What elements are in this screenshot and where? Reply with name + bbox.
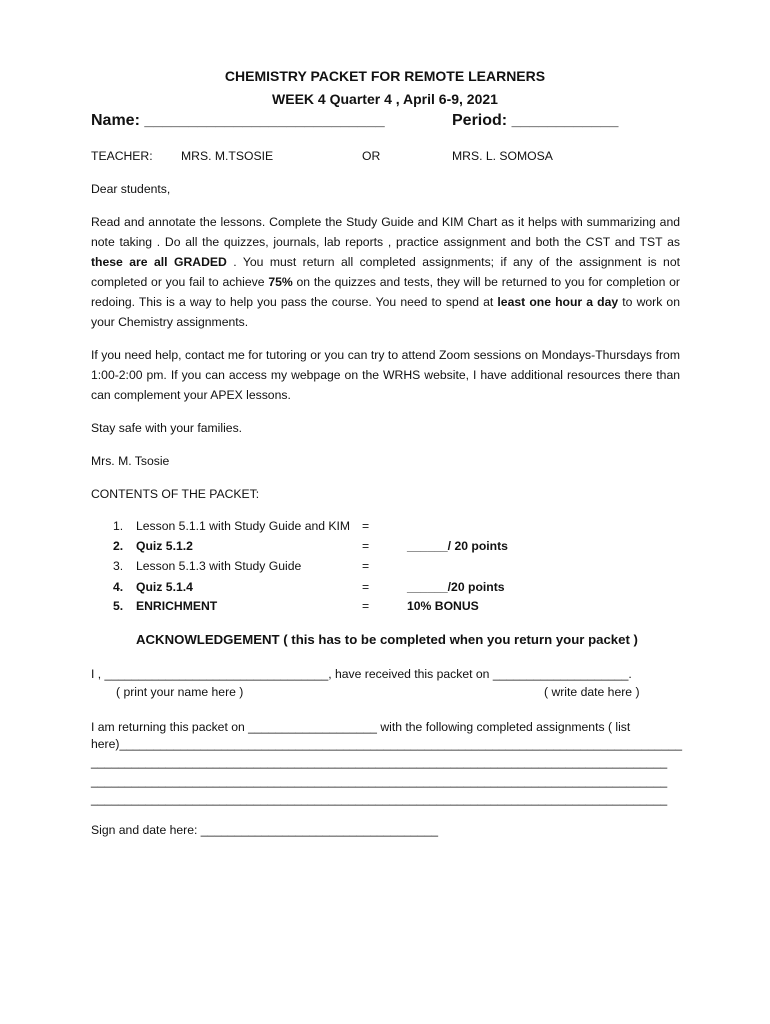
list-item: ENRICHMENT [136,599,218,613]
list-item: Quiz 5.1.4 [136,580,193,594]
period-field: Period: ____________ [452,112,619,129]
instructions-paragraph [91,212,680,332]
document-title: CHEMISTRY PACKET FOR REMOTE LEARNERS [224,68,546,84]
paragraph-text-4: to work on your Chemistry assignments. [91,295,680,329]
acknowledgement-line: I , _________________________________, have received this packet on ____________________. [91,667,632,681]
write-date-hint: ( write date here ) [544,685,640,699]
list-equals: = [362,519,370,533]
list-value: ______/ 20 points [407,539,508,553]
returning-line-cont: here)___________________________________________________________________________________ [91,737,683,751]
teacher-or: OR [362,149,381,163]
blank-line: _____________________________________________________________________________________ [91,792,668,806]
list-number: 4. [113,580,124,594]
list-value: 10% BONUS [407,599,479,613]
stay-safe-text: Stay safe with your families. [91,421,243,435]
graded-emphasis: these are all GRADED [91,255,227,269]
list-equals: = [362,559,370,573]
list-item: Lesson 5.1.1 with Study Guide and KIM [136,519,351,533]
sign-date-line: Sign and date here: ___________________________________ [91,823,439,837]
teacher-label: TEACHER: [91,149,153,163]
list-equals: = [362,599,370,613]
print-name-hint: ( print your name here ) [116,685,244,699]
returning-line: I am returning this packet on ___________________ with the following completed assignments ( list [91,720,631,734]
paragraph-text-2: . You must return all completed assignments; if any of the assignment is not completed or you fail to achieve [91,255,680,289]
teacher-name-2: MRS. L. SOMOSA [452,149,553,163]
blank-line: _____________________________________________________________________________________ [91,774,668,788]
greeting: Dear students, [91,182,171,196]
teacher-name-1: MRS. M.TSOSIE [181,149,274,163]
list-equals: = [362,539,370,553]
list-item: Lesson 5.1.3 with Study Guide [136,559,302,573]
list-number: 3. [113,559,124,573]
percent-emphasis: 75% [268,275,293,289]
list-item: Quiz 5.1.2 [136,539,193,553]
list-number: 5. [113,599,124,613]
paragraph-text-3: on the quizzes and tests, they will be returned to you for completion or redoing. This is a way to help you pass the course. You need to spend at [91,275,680,309]
contents-heading: CONTENTS OF THE PACKET: [91,487,260,501]
document-subtitle: WEEK 4 Quarter 4 , April 6-9, 2021 [272,91,498,107]
list-number: 2. [113,539,124,553]
paragraph-text-1: Read and annotate the lessons. Complete the Study Guide and KIM Chart as it helps with summarizing and note taking . Do all the quizzes, journals, lab reports , practice assignment and both the CST and TST as [91,215,680,249]
name-field: Name: ___________________________ [91,112,385,129]
list-value: ______/20 points [407,580,505,594]
signature-text: Mrs. M. Tsosie [91,454,170,468]
time-emphasis: least one hour a day [497,295,619,309]
blank-line: _____________________________________________________________________________________ [91,755,668,769]
list-equals: = [362,580,370,594]
list-number: 1. [113,519,124,533]
acknowledgement-heading: ACKNOWLEDGEMENT ( this has to be completed when you return your packet ) [136,632,638,647]
help-paragraph: If you need help, contact me for tutoring or you can try to attend Zoom sessions on Mondays-Thursdays from 1:00-2:00 pm. If you can access my webpage on the WRHS website, I have additional resources there than can complement your APEX lessons. [91,348,680,402]
